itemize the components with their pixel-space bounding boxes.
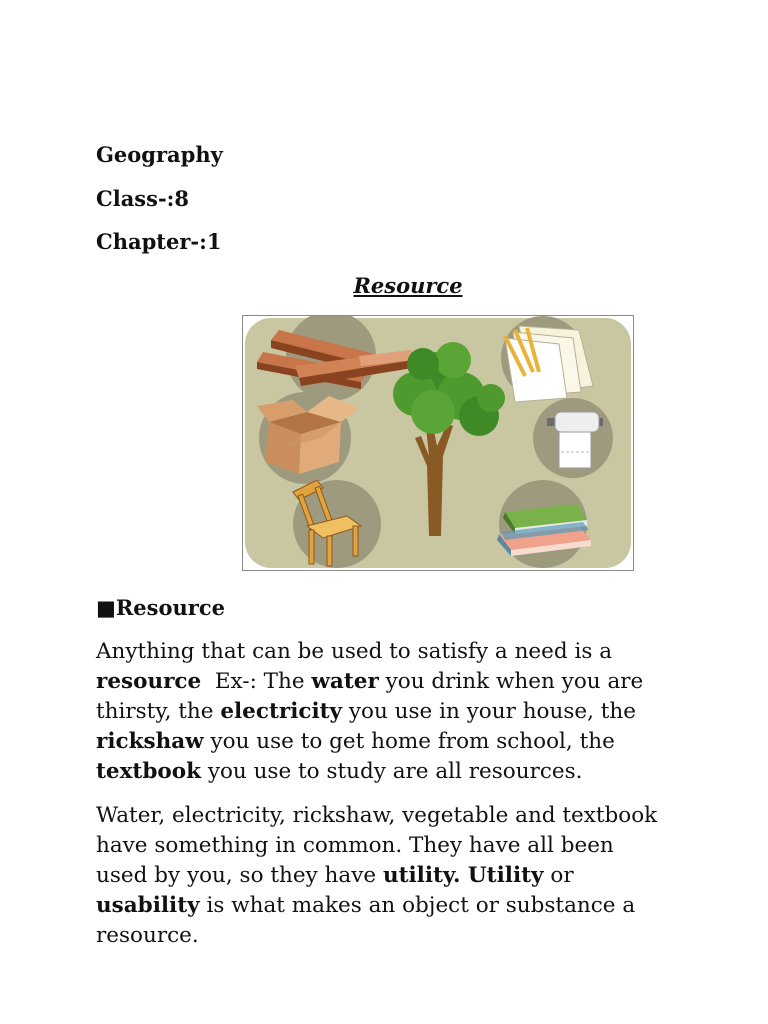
section-heading-resource: ■Resource [96, 595, 225, 620]
text-run: you use to study are all resources. [200, 759, 583, 784]
bold-term-utility: utility. Utility [382, 863, 544, 888]
paragraph-resource-definition [96, 637, 666, 787]
chapter-line: Chapter-:1 [96, 229, 222, 254]
resources-illustration [242, 315, 634, 571]
chair-icon [293, 480, 381, 568]
bold-term-rickshaw: rickshaw [96, 729, 204, 754]
text-run: Anything that can be used to satisfy a need is a [96, 639, 619, 664]
text-run: you use in your house, the [342, 699, 643, 724]
paragraph-utility [96, 801, 666, 951]
class-line: Class-:8 [96, 186, 190, 211]
text-run: Water, electricity, rickshaw, vegetable and textbook have something in common. They have all been used by you, so they have [96, 803, 665, 888]
document-title: Resource [353, 273, 463, 298]
text-run: you use to get home from school, the [203, 729, 622, 754]
bold-term-water: water [311, 669, 379, 694]
bold-term-usability: usability [96, 893, 200, 918]
text-run: you drink when you are thirsty, the [96, 669, 651, 724]
text-run: is what makes an object or substance a resource. [96, 893, 642, 948]
text-run: Ex-: The [201, 669, 312, 694]
bold-term-textbook: textbook [96, 759, 201, 784]
text-run: or [543, 863, 581, 888]
toilet-paper-icon [533, 398, 613, 478]
bold-term-electricity: electricity [220, 699, 343, 724]
subject-line: Geography [96, 142, 223, 167]
bold-term-resource: resource [96, 669, 202, 694]
